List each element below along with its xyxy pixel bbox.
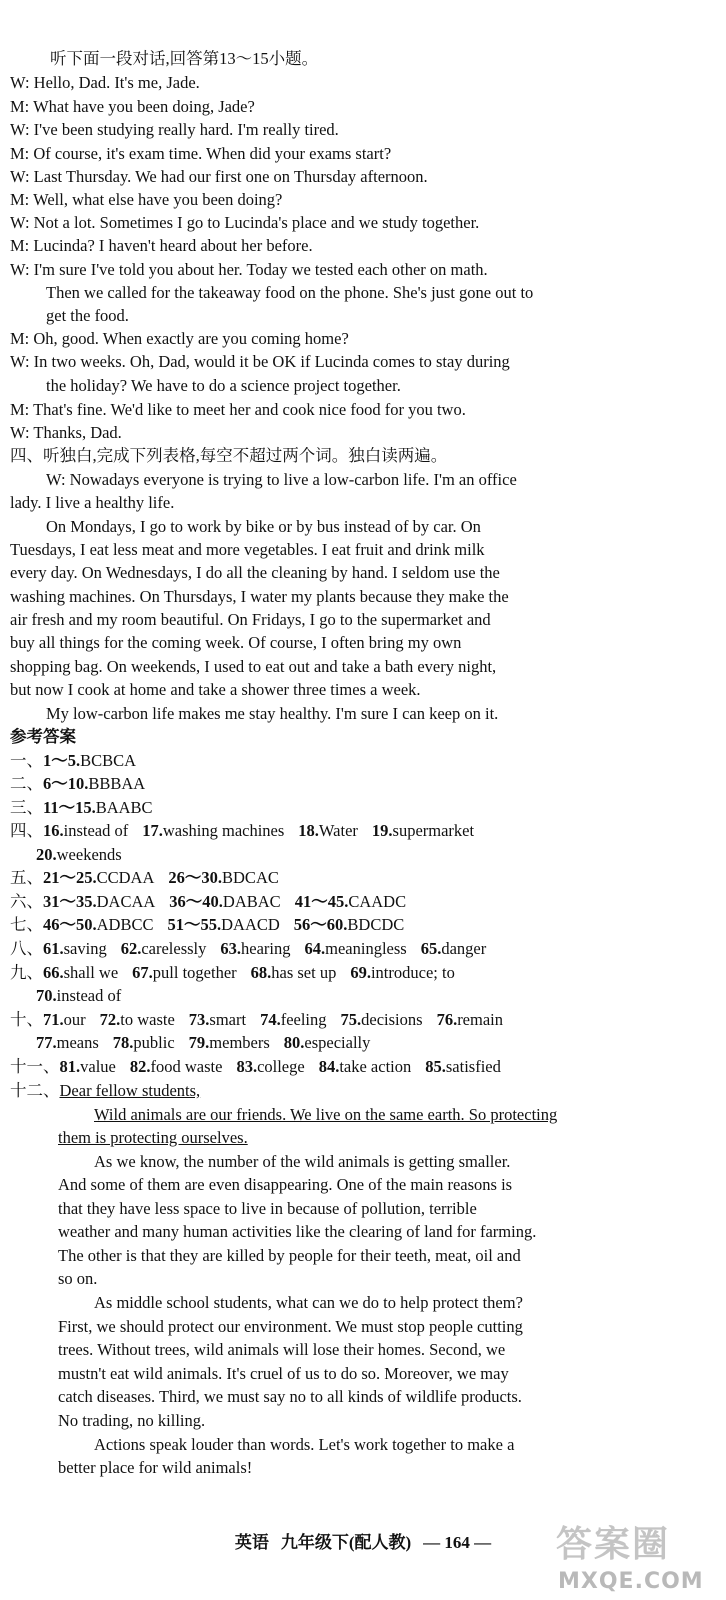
- essay-line: No trading, no killing.: [58, 1411, 206, 1430]
- dialogue-line: M: Well, what else have you been doing?: [10, 190, 283, 209]
- answer-number: 66.: [43, 963, 64, 982]
- answer-number: 36～40.: [169, 892, 223, 911]
- monologue-line: W: Nowadays everyone is trying to live a low-carbon life. I'm an office: [46, 470, 517, 489]
- answer-number: 11～15.: [43, 798, 96, 817]
- monologue-line: air fresh and my room beautiful. On Fridays, I go to the supermarket and: [10, 610, 491, 629]
- answer-value: value: [80, 1057, 116, 1076]
- section-label: 八、: [10, 939, 43, 958]
- answers-title: 参考答案: [10, 727, 76, 746]
- answer-row-11: [10, 1056, 501, 1078]
- answer-number: 75.: [340, 1010, 362, 1029]
- answer-number: 80.: [283, 1033, 305, 1052]
- answer-number: 63.: [220, 939, 242, 958]
- essay-underlined-line: them is protecting ourselves.: [58, 1128, 248, 1147]
- monologue-line: buy all things for the coming week. Of course, I often bring my own: [10, 633, 462, 652]
- answer-value: BBBAA: [88, 774, 146, 793]
- answer-value: take action: [339, 1057, 412, 1076]
- answer-value: has set up: [271, 963, 337, 982]
- essay-line: catch diseases. Third, we must say no to all kinds of wildlife products.: [58, 1387, 522, 1406]
- watermark-site: MXQE.COM: [558, 1569, 704, 1594]
- answer-number: 79.: [188, 1033, 210, 1052]
- answer-value: our: [63, 1010, 86, 1029]
- dialogue-intro: 听下面一段对话,回答第13～15小题。: [50, 49, 319, 68]
- answer-number: 41～45.: [294, 892, 349, 911]
- answer-value: BDCDC: [347, 915, 405, 934]
- section-label: 九、: [10, 963, 43, 982]
- essay-line: Actions speak louder than words. Let's work together to make a: [94, 1435, 515, 1454]
- answer-value: to waste: [120, 1010, 175, 1029]
- essay-line: better place for wild animals!: [58, 1458, 253, 1477]
- answer-value: introduce; to: [370, 963, 455, 982]
- essay-line: And some of them are even disappearing. One of the main reasons is: [58, 1175, 513, 1194]
- answer-value: instead of: [56, 986, 122, 1005]
- answer-number: 77.: [36, 1033, 57, 1052]
- answer-number: 62.: [120, 939, 142, 958]
- monologue-line: Tuesdays, I eat less meat and more vegetables. I eat fruit and drink milk: [10, 540, 485, 559]
- answer-number: 67.: [132, 963, 153, 982]
- monologue-line: washing machines. On Thursdays, I water my plants because they make the: [10, 587, 509, 606]
- answer-row-12: [10, 1080, 200, 1102]
- monologue-line: On Mondays, I go to work by bike or by bus instead of by car. On: [46, 517, 481, 536]
- answer-value: members: [209, 1033, 270, 1052]
- answer-value: weekends: [56, 845, 122, 864]
- answer-value: DAACD: [221, 915, 280, 934]
- answer-number: 76.: [436, 1010, 458, 1029]
- answer-value: decisions: [361, 1010, 423, 1029]
- answer-value: CCDAA: [96, 868, 155, 887]
- answer-number: 64.: [304, 939, 326, 958]
- answer-number: 81.: [59, 1057, 81, 1076]
- answer-number: 56～60.: [293, 915, 348, 934]
- answer-row-1: [10, 750, 136, 772]
- answer-row-4b: [36, 844, 122, 866]
- monologue-line: shopping bag. On weekends, I used to eat out and take a bath every night,: [10, 657, 497, 676]
- page-number: — 164 —: [423, 1533, 492, 1552]
- dialogue-line: W: Hello, Dad. It's me, Jade.: [10, 73, 200, 92]
- dialogue-line: W: In two weeks. Oh, Dad, would it be OK if Lucinda comes to stay during: [10, 352, 510, 371]
- answer-number: 71.: [43, 1010, 64, 1029]
- section-label: 二、: [10, 774, 43, 793]
- answer-value: DABAC: [222, 892, 281, 911]
- essay-line: weather and many human activities like the clearing of land for farming.: [58, 1222, 537, 1241]
- answer-row-8: [10, 938, 486, 960]
- answer-value: washing machines: [162, 821, 285, 840]
- monologue-line: but now I cook at home and take a shower three times a week.: [10, 680, 421, 699]
- answer-value: DACAA: [96, 892, 156, 911]
- essay-line: that they have less space to live in because of pollution, terrible: [58, 1199, 477, 1218]
- answer-value: saving: [63, 939, 107, 958]
- footer-grade: 九年级下(配人教): [280, 1533, 412, 1552]
- essay-line: so on.: [58, 1269, 98, 1288]
- essay-underlined-line: Wild animals are our friends. We live on the same earth. So protecting: [94, 1105, 558, 1124]
- answer-value: meaningless: [325, 939, 407, 958]
- answer-value: especially: [304, 1033, 371, 1052]
- answer-value: food waste: [150, 1057, 223, 1076]
- answer-number: 84.: [318, 1057, 340, 1076]
- answer-number: 61.: [43, 939, 64, 958]
- monologue-heading: 四、听独白,完成下列表格,每空不超过两个词。独白读两遍。: [10, 446, 448, 465]
- answer-value: means: [56, 1033, 99, 1052]
- answer-number: 82.: [129, 1057, 151, 1076]
- answer-value: hearing: [241, 939, 291, 958]
- dialogue-line: W: Not a lot. Sometimes I go to Lucinda's place and we study together.: [10, 213, 480, 232]
- answer-number: 74.: [260, 1010, 281, 1029]
- answer-row-9b: [36, 985, 121, 1007]
- essay-line: First, we should protect our environment. We must stop people cutting: [58, 1317, 523, 1336]
- answer-number: 72.: [99, 1010, 121, 1029]
- section-label: 六、: [10, 892, 43, 911]
- answer-row-5: [10, 867, 279, 889]
- answer-number: 16.: [43, 821, 64, 840]
- answer-value: BAABC: [95, 798, 153, 817]
- answer-value: ADBCC: [96, 915, 154, 934]
- answer-value: college: [257, 1057, 305, 1076]
- answer-row-10b: [36, 1032, 370, 1054]
- watermark-mark: 答案圈: [556, 1524, 671, 1565]
- dialogue-line: M: Lucinda? I haven't heard about her before.: [10, 236, 313, 255]
- answer-row-9: [10, 962, 455, 984]
- essay-line: mustn't eat wild animals. It's cruel of us to do so. Moreover, we may: [58, 1364, 509, 1383]
- dialogue-line: M: That's fine. We'd like to meet her and cook nice food for you two.: [10, 400, 466, 419]
- section-label: 四、: [10, 821, 43, 840]
- answer-row-3: [10, 797, 153, 819]
- answer-row-6: [10, 891, 406, 913]
- essay-line: The other is that they are killed by people for their teeth, meat, oil and: [58, 1246, 521, 1265]
- dialogue-line: M: Oh, good. When exactly are you coming home?: [10, 329, 349, 348]
- section-label: 十、: [10, 1010, 43, 1029]
- answer-row-4: [10, 820, 474, 842]
- section-label: 七、: [10, 915, 43, 934]
- section-label: 十一、: [10, 1057, 60, 1076]
- answer-value: public: [133, 1033, 175, 1052]
- dialogue-line: get the food.: [46, 306, 129, 325]
- dialogue-line: M: What have you been doing, Jade?: [10, 97, 255, 116]
- essay-line: As middle school students, what can we do to help protect them?: [94, 1293, 523, 1312]
- dialogue-line: M: Of course, it's exam time. When did your exams start?: [10, 144, 392, 163]
- answer-row-10: [10, 1009, 503, 1031]
- answer-number: 6～10.: [43, 774, 89, 793]
- dialogue-line: W: I'm sure I've told you about her. Today we tested each other on math.: [10, 260, 488, 279]
- answer-number: 20.: [36, 845, 57, 864]
- answer-value: CAADC: [348, 892, 407, 911]
- answer-value: shall we: [63, 963, 119, 982]
- watermark-logo: [550, 1516, 720, 1594]
- footer-subject: 英语: [234, 1533, 269, 1552]
- answer-number: 69.: [350, 963, 371, 982]
- answer-row-7: [10, 914, 404, 936]
- essay-greeting: Dear fellow students,: [59, 1081, 201, 1100]
- section-label: 十二、: [10, 1081, 60, 1100]
- answer-number: 65.: [420, 939, 442, 958]
- answer-value: smart: [209, 1010, 247, 1029]
- answer-number: 1～5.: [43, 751, 81, 770]
- answer-value: pull together: [152, 963, 237, 982]
- answer-number: 73.: [188, 1010, 210, 1029]
- answer-number: 19.: [371, 821, 393, 840]
- answer-number: 85.: [425, 1057, 446, 1076]
- answer-value: BCBCA: [80, 751, 137, 770]
- answer-number: 78.: [112, 1033, 134, 1052]
- answer-number: 21～25.: [43, 868, 97, 887]
- answer-value: instead of: [63, 821, 129, 840]
- answer-number: 68.: [250, 963, 272, 982]
- answer-number: 46～50.: [43, 915, 97, 934]
- answer-value: Water: [318, 821, 358, 840]
- monologue-line: every day. On Wednesdays, I do all the cleaning by hand. I seldom use the: [10, 563, 500, 582]
- section-label: 三、: [10, 798, 43, 817]
- monologue-line: My low-carbon life makes me stay healthy. I'm sure I can keep on it.: [46, 704, 499, 723]
- essay-line: trees. Without trees, wild animals will lose their homes. Second, we: [58, 1340, 506, 1359]
- section-label: 五、: [10, 868, 43, 887]
- answer-value: danger: [441, 939, 487, 958]
- answer-value: BDCAC: [222, 868, 279, 887]
- answer-value: feeling: [280, 1010, 327, 1029]
- dialogue-line: Then we called for the takeaway food on the phone. She's just gone out to: [46, 283, 534, 302]
- dialogue-line: W: Thanks, Dad.: [10, 423, 122, 442]
- essay-line: As we know, the number of the wild animals is getting smaller.: [94, 1152, 511, 1171]
- monologue-line: lady. I live a healthy life.: [10, 493, 175, 512]
- answer-number: 26～30.: [168, 868, 223, 887]
- answer-number: 70.: [36, 986, 57, 1005]
- answer-number: 51～55.: [167, 915, 222, 934]
- answer-value: supermarket: [392, 821, 475, 840]
- answer-number: 31～35.: [43, 892, 97, 911]
- dialogue-line: W: Last Thursday. We had our first one on Thursday afternoon.: [10, 167, 428, 186]
- answer-value: carelessly: [141, 939, 207, 958]
- dialogue-line: the holiday? We have to do a science project together.: [46, 376, 401, 395]
- dialogue-line: W: I've been studying really hard. I'm really tired.: [10, 120, 339, 139]
- answer-value: remain: [457, 1010, 503, 1029]
- answer-row-2: [10, 773, 145, 795]
- answer-number: 83.: [236, 1057, 258, 1076]
- answer-value: satisfied: [445, 1057, 501, 1076]
- section-label: 一、: [10, 751, 43, 770]
- answer-number: 17.: [142, 821, 163, 840]
- answer-number: 18.: [298, 821, 319, 840]
